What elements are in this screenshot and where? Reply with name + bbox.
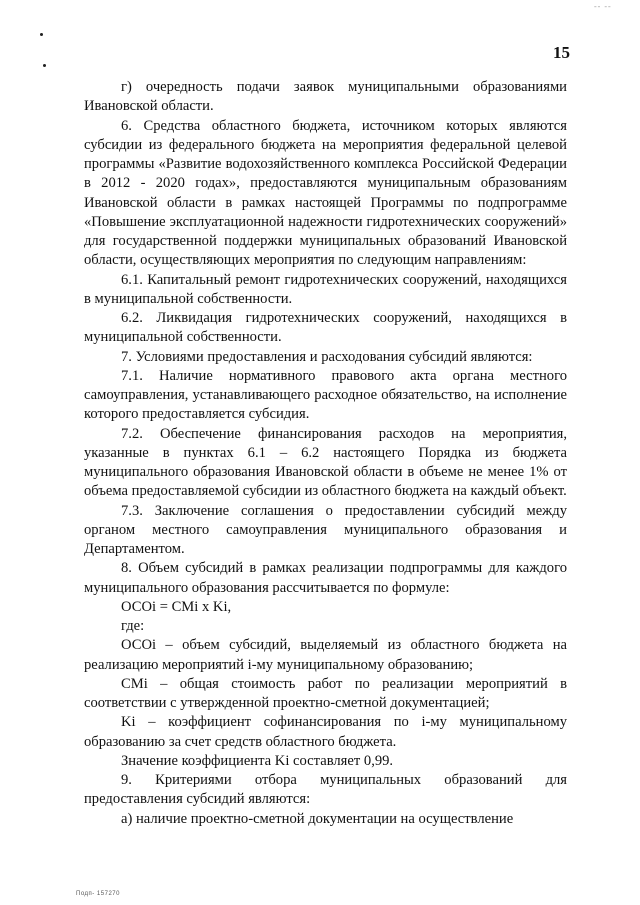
paragraph-4: 7. Условиями предоставления и расходования субсидий являются: [121,348,533,365]
paragraph-11: ОСОi – объем субсидий, выделяемый из областного бюджета на реализацию мероприятий i-му муниципальному образованию; [84,637,567,673]
paragraph-16: а) наличие проектно-сметной документации на осуществление [121,810,514,827]
scan-speck [43,64,46,67]
paragraph-3: 6.2. Ликвидация гидротехнических сооружений, находящихся в муниципальной собственности. [84,310,567,346]
document-body [84,78,567,829]
footer-stamp: Подп- 157270 [76,891,120,897]
paragraph-13: Ki – коэффициент софинансирования по i-му муниципальному образованию за счет средств областного бюджета. [84,714,567,750]
paragraph-7: 7.3. Заключение соглашения о предоставлении субсидий между органом местного самоуправления муниципального образования и Департаментом. [84,502,567,557]
paragraph-where: где: [121,618,145,634]
scan-speck [40,33,43,36]
paragraph-6: 7.2. Обеспечение финансирования расходов на мероприятия, указанные в пунктах 6.1 – 6.2 настоящего Порядка из бюджета муниципального образования Ивановской области в объеме не менее 1% от объема предоставляемой субсидии из областного бюджета на каждый объект. [84,425,567,500]
paragraph-5: 7.1. Наличие нормативного правового акта органа местного самоуправления, устанавливающего расходное обязательство, на исполнение которого предоставляется субсидия. [84,367,567,423]
formula: ОСОi = СМi x Ki, [121,598,232,615]
page-number: 15 [553,43,570,62]
paragraph-15: 9. Критериями отбора муниципальных образований для предоставления субсидий являются: [84,772,567,808]
corner-scan-mark: -- -- [594,2,612,11]
paragraph-0: г) очередность подачи заявок муниципальными образованиями Ивановской области. [84,79,567,115]
paragraph-1: 6. Средства областного бюджета, источником которых являются субсидии из федерального бюджета на мероприятия федеральной целевой программы «Развитие водохозяйственного комплекса Российской Федерации в 2012 - 2020 годах», предоставляются муниципальным образованиям Ивановской области в рамках настоящей Программы по подпрограмме «Повышение эксплуатационной надежности гидротехнических сооружений» для государственной поддержки муниципальных образований Ивановской области, осуществляющих мероприятия по следующим направлениям: [84,117,567,269]
paragraph-12: СМi – общая стоимость работ по реализации мероприятий в соответствии с утвержденной проектно-сметной документацией; [84,675,567,711]
paragraph-14: Значение коэффициента Ki составляет 0,99. [121,752,394,769]
paragraph-2: 6.1. Капитальный ремонт гидротехнических сооружений, находящихся в муниципальной собственности. [84,271,567,307]
paragraph-8: 8. Объем субсидий в рамках реализации подпрограммы для каждого муниципального образования рассчитывается по формуле: [84,560,567,596]
